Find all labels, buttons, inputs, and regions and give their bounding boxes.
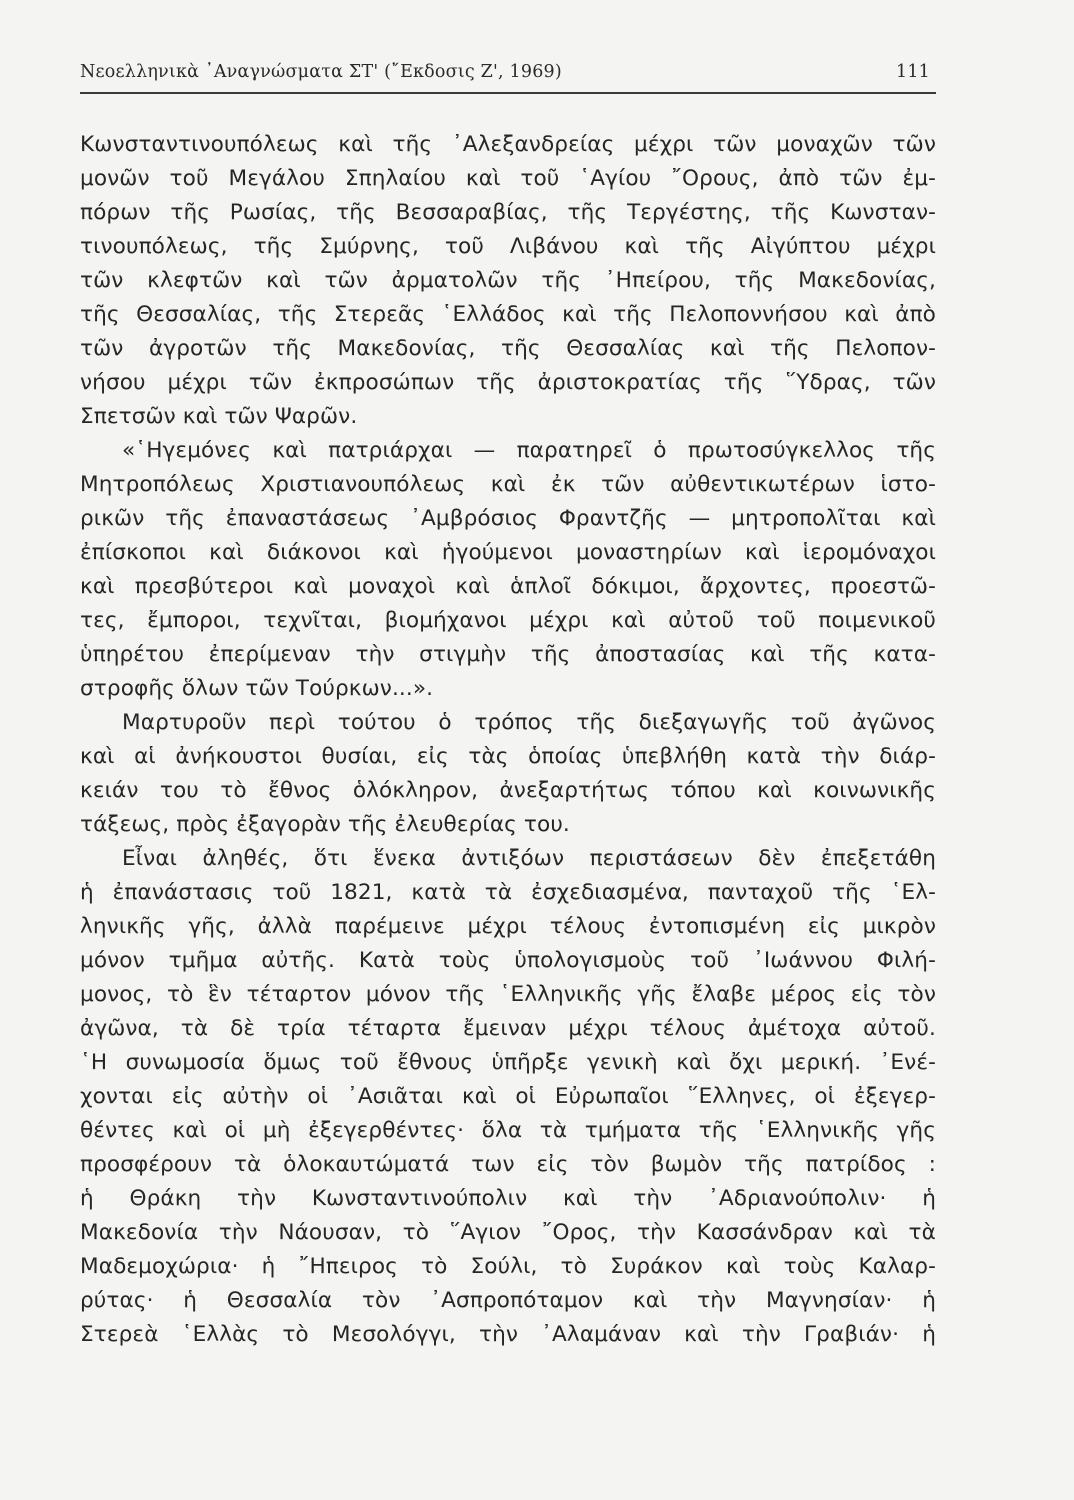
text-line: τῶν κλεφτῶν καὶ τῶν ἀρματολῶν τῆς ᾿Ηπείρου, τῆς Μακεδονίας, xyxy=(80,268,936,293)
text-line: καὶ αἱ ἀνήκουστοι θυσίαι, εἰς τὰς ὁποίας ὑπεβλήθη κατὰ τὴν διάρ- xyxy=(80,744,936,769)
text-line: Εἶναι ἀληθές, ὅτι ἕνεκα ἀντιξόων περιστάσεων δὲν ἐπεξετάθη xyxy=(122,846,936,871)
text-line: «῾Ηγεμόνες καὶ πατριάρχαι — παρατηρεῖ ὁ πρωτοσύγκελλος τῆς xyxy=(122,438,936,463)
text-line: κειάν του τὸ ἔθνος ὁλόκληρον, ἀνεξαρτήτως τόπου καὶ κοινωνικῆς xyxy=(80,778,936,803)
text-line: ἐπίσκοποι καὶ διάκονοι καὶ ἡγούμενοι μοναστηρίων καὶ ἱερομόναχοι xyxy=(80,540,936,565)
page-number: 111 xyxy=(895,62,930,82)
text-line: Κωνσταντινουπόλεως καὶ τῆς ᾿Αλεξανδρείας μέχρι τῶν μοναχῶν τῶν xyxy=(80,132,936,157)
text-line: Μητροπόλεως Χριστιανουπόλεως καὶ ἐκ τῶν αὐθεντικωτέρων ἱστο- xyxy=(80,472,936,497)
text-line: τῶν ἀγροτῶν τῆς Μακεδονίας, τῆς Θεσσαλίας καὶ τῆς Πελοπον- xyxy=(80,336,936,361)
text-line: τάξεως, πρὸς ἐξαγορὰν τῆς ἐλευθερίας του. xyxy=(80,812,570,837)
text-line: προσφέρουν τὰ ὁλοκαυτώματά των εἰς τὸν βωμὸν τῆς πατρίδος : xyxy=(80,1152,936,1177)
text-line: χονται εἰς αὐτὴν οἱ ᾿Ασιᾶται καὶ οἱ Εὐρωπαῖοι ῞Ελληνες, οἱ ἐξεγερ- xyxy=(80,1084,936,1109)
text-line: πόρων τῆς Ρωσίας, τῆς Βεσσαραβίας, τῆς Τεργέστης, τῆς Κωνσταν- xyxy=(80,200,936,225)
text-line: Μαδεμοχώρια· ἡ ῎Ηπειρος τὸ Σούλι, τὸ Συράκον καὶ τοὺς Καλαρ- xyxy=(80,1254,936,1279)
text-line: Στερεὰ ῾Ελλὰς τὸ Μεσολόγγι, τὴν ᾿Αλαμάναν καὶ τὴν Γραβιάν· ἡ xyxy=(80,1322,936,1347)
text-line: Σπετσῶν καὶ τῶν Ψαρῶν. xyxy=(80,404,358,429)
text-line: Μακεδονία τὴν Νάουσαν, τὸ ῞Αγιον ῎Ορος, τὴν Κασσάνδραν καὶ τὰ xyxy=(80,1220,936,1245)
text-line: τινουπόλεως, τῆς Σμύρνης, τοῦ Λιβάνου καὶ τῆς Αἰγύπτου μέχρι xyxy=(80,234,936,259)
text-line: θέντες καὶ οἱ μὴ ἐξεγερθέντες· ὅλα τὰ τμήματα τῆς ῾Ελληνικῆς γῆς xyxy=(80,1118,936,1143)
header-title: Νεοελληνικὰ ᾿Αναγνώσματα ΣΤ' (῎Εκδοσις Ζ', 1969) xyxy=(80,62,562,82)
running-header xyxy=(80,58,936,94)
text-line: ἡ ἐπανάστασις τοῦ 1821, κατὰ τὰ ἐσχεδιασμένα, πανταχοῦ τῆς ῾Ελ- xyxy=(80,880,936,905)
text-line: τῆς Θεσσαλίας, τῆς Στερεᾶς ῾Ελλάδος καὶ τῆς Πελοποννήσου καὶ ἀπὸ xyxy=(80,302,936,327)
text-line: ἡ Θράκη τὴν Κωνσταντινούπολιν καὶ τὴν ᾿Αδριανούπολιν· ἡ xyxy=(80,1186,936,1211)
text-line: μονος, τὸ ἓν τέταρτον μόνον τῆς ῾Ελληνικῆς γῆς ἔλαβε μέρος εἰς τὸν xyxy=(80,982,936,1007)
text-line: ῾Η συνωμοσία ὅμως τοῦ ἔθνους ὑπῆρξε γενικὴ καὶ ὄχι μερική. ᾿Ενέ- xyxy=(80,1050,936,1075)
text-line: στροφῆς ὅλων τῶν Τούρκων...». xyxy=(80,676,434,701)
text-line: καὶ πρεσβύτεροι καὶ μοναχοὶ καὶ ἁπλοῖ δόκιμοι, ἄρχοντες, προεστῶ- xyxy=(80,574,936,599)
text-line: ὑπηρέτου ἐπερίμεναν τὴν στιγμὴν τῆς ἀποστασίας καὶ τῆς κατα- xyxy=(80,642,936,667)
text-line: μόνον τμῆμα αὐτῆς. Κατὰ τοὺς ὑπολογισμοὺς τοῦ ᾿Ιωάννου Φιλή- xyxy=(80,948,936,973)
text-line: μονῶν τοῦ Μεγάλου Σπηλαίου καὶ τοῦ ῾Αγίου ῎Ορους, ἀπὸ τῶν ἐμ- xyxy=(80,166,936,191)
text-line: ρικῶν τῆς ἐπαναστάσεως ᾿Αμβρόσιος Φραντζῆς — μητροπολῖται καὶ xyxy=(80,506,936,531)
text-line: νήσου μέχρι τῶν ἐκπροσώπων τῆς ἀριστοκρατίας τῆς ῞Υδρας, τῶν xyxy=(80,370,936,395)
text-line: τες, ἔμποροι, τεχνῖται, βιομήχανοι μέχρι καὶ αὐτοῦ τοῦ ποιμενικοῦ xyxy=(80,608,936,633)
text-line: ληνικῆς γῆς, ἀλλὰ παρέμεινε μέχρι τέλους ἐντοπισμένη εἰς μικρὸν xyxy=(80,914,936,939)
text-line: ἀγῶνα, τὰ δὲ τρία τέταρτα ἔμειναν μέχρι τέλους ἀμέτοχα αὐτοῦ. xyxy=(80,1016,936,1041)
text-line: ρύτας· ἡ Θεσσαλία τὸν ᾿Ασπροπόταμον καὶ τὴν Μαγνησίαν· ἡ xyxy=(80,1288,936,1313)
body-text xyxy=(80,128,936,1352)
text-line: Μαρτυροῦν περὶ τούτου ὁ τρόπος τῆς διεξαγωγῆς τοῦ ἀγῶνος xyxy=(122,710,936,735)
